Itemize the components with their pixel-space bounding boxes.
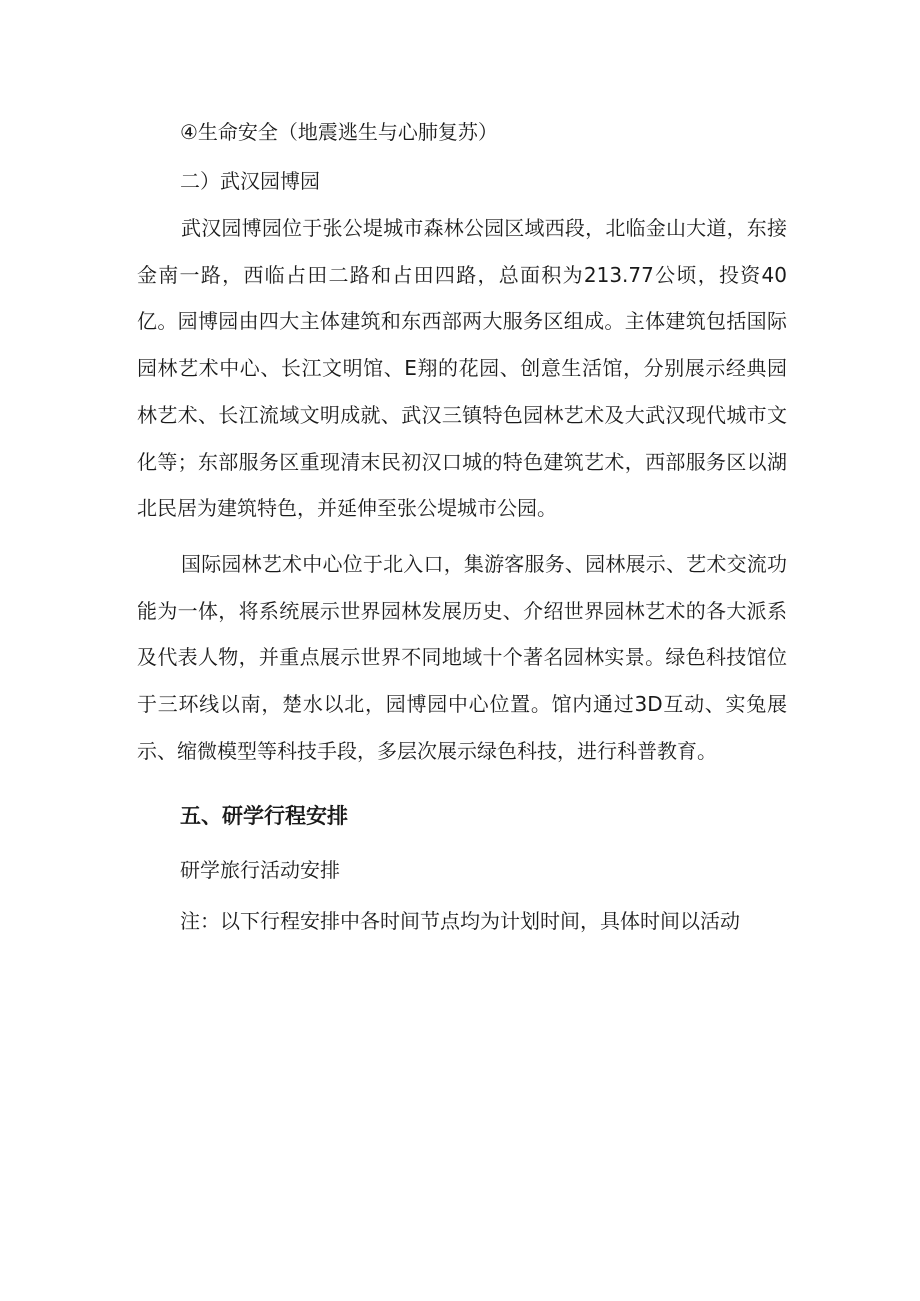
- section-heading-study-itinerary: 五、研学行程安排: [180, 804, 348, 828]
- section-title-wuhan-garden-expo: 二）武汉园博园: [180, 169, 320, 193]
- paragraph-art-center-description: 国际园林艺术中心位于北入口，集游客服务、园林展示、艺术交流功能为一体，将系统展示世界园林发展历史、介绍世界园林艺术的各大派系及代表人物，并重点展示世界不同地域十个著名园林实景。绿色科技馆位于三环线以南，楚水以北，园博园中心位置。馆内通过3D互动、实兔展示、缩微模型等科技手段，多层次展示绿色科技，进行科普教育。: [137, 552, 787, 763]
- life-safety-item: ④生命安全（地震逃生与心肺复苏）: [180, 120, 498, 144]
- paragraph-garden-expo-overview: 武汉园博园位于张公堤城市森林公园区域西段，北临金山大道，东接金南一路，西临占田二路和占田四路，总面积为213.77公顷，投资40亿。园博园由四大主体建筑和东西部两大服务区组成。主体建筑包括国际园林艺术中心、长江文明馆、E翔的花园、创意生活馆，分别展示经典园林艺术、长江流域文明成就、武汉三镇特色园林艺术及大武汉现代城市文化等；东部服务区重现清末民初汉口城的特色建筑艺术，西部服务区以湖北民居为建筑特色，并延伸至张公堤城市公园。: [137, 216, 787, 521]
- itinerary-note: 注：以下行程安排中各时间节点均为计划时间，具体时间以活动: [180, 909, 740, 933]
- subheading-activity-plan: 研学旅行活动安排: [180, 858, 340, 882]
